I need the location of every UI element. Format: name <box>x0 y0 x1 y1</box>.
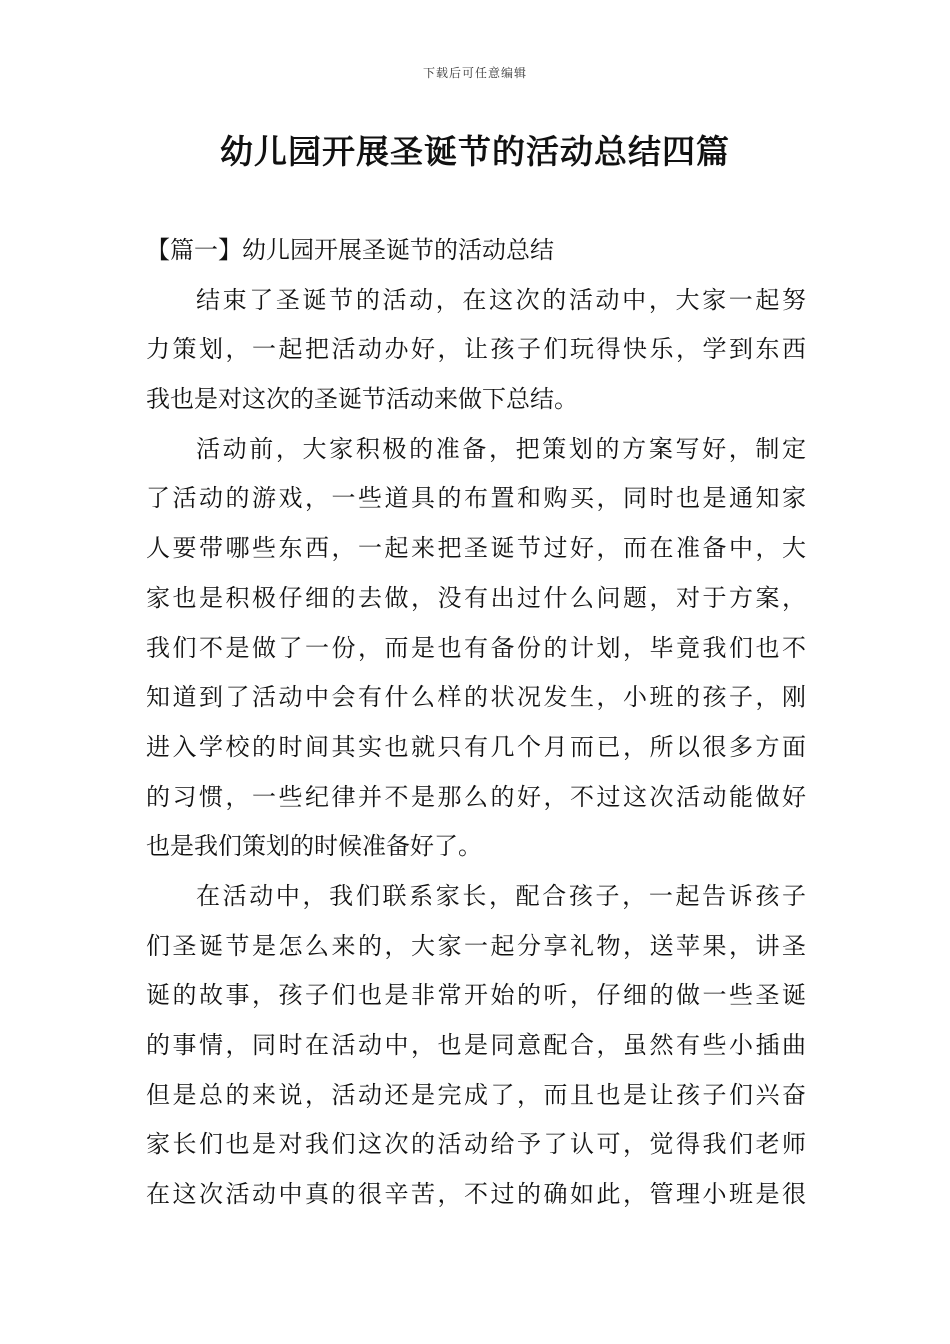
paragraph-line: 家长们也是对我们这次的活动给予了认可，觉得我们老师 <box>146 1130 806 1159</box>
paragraph-line: 在活动中，我们联系家长，配合孩子，一起告诉孩子 <box>196 881 806 910</box>
paragraph-line: 我们不是做了一份，而是也有备份的计划，毕竟我们也不 <box>146 633 806 662</box>
paragraph-line: 们圣诞节是怎么来的，大家一起分享礼物，送苹果，讲圣 <box>146 931 806 960</box>
paragraph-line: 但是总的来说，活动还是完成了，而且也是让孩子们兴奋 <box>146 1080 806 1109</box>
paragraph-line: 力策划，一起把活动办好，让孩子们玩得快乐，学到东西 <box>146 335 806 364</box>
paragraph-line: 在这次活动中真的很辛苦，不过的确如此，管理小班是很 <box>146 1180 806 1209</box>
paragraph-line: 了活动的游戏，一些道具的布置和购买，同时也是通知家 <box>146 484 806 513</box>
document-body <box>146 226 806 1220</box>
paragraph-line: 家也是积极仔细的去做，没有出过什么问题，对于方案， <box>146 583 806 612</box>
paragraph-line: 进入学校的时间其实也就只有几个月而已，所以很多方面 <box>146 732 806 761</box>
paragraph-line: 知道到了活动中会有什么样的状况发生，小班的孩子，刚 <box>146 683 806 712</box>
paragraph-3 <box>146 872 806 1220</box>
document-title: 幼儿园开展圣诞节的活动总结四篇 <box>220 132 730 171</box>
paragraph-line: 我也是对这次的圣诞节活动来做下总结。 <box>146 385 578 414</box>
paragraph-1 <box>146 276 806 425</box>
paragraph-line: 的事情，同时在活动中，也是同意配合，虽然有些小插曲 <box>146 1031 806 1060</box>
section-heading: 【篇一】幼儿园开展圣诞节的活动总结 <box>146 236 554 264</box>
paragraph-line: 人要带哪些东西，一起来把圣诞节过好，而在准备中，大 <box>146 534 806 563</box>
paragraph-line: 也是我们策划的时候准备好了。 <box>146 832 482 861</box>
paragraph-line: 诞的故事，孩子们也是非常开始的听，仔细的做一些圣诞 <box>146 981 806 1010</box>
paragraph-line: 的习惯，一些纪律并不是那么的好，不过这次活动能做好 <box>146 782 806 811</box>
paragraph-line: 结束了圣诞节的活动，在这次的活动中，大家一起努 <box>196 285 806 314</box>
paragraph-line: 活动前，大家积极的准备，把策划的方案写好，制定 <box>196 434 806 463</box>
paragraph-2 <box>146 425 806 872</box>
header-note: 下载后可任意编辑 <box>422 66 527 80</box>
